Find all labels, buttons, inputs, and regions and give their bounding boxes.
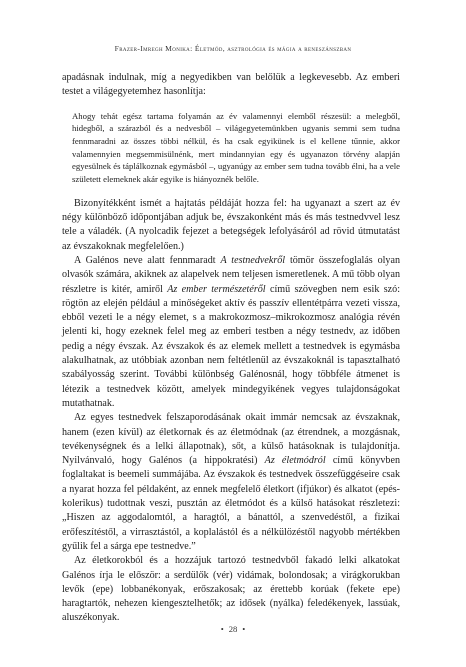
paragraph-4: Az életkorokból és a hozzájuk tartozó testnedvből fakadó lelki alkatokat Galénos írja le először: a serdülők (vér) vidámak, bolondosak; a virágkorukban levők (epe) lobbanékonyak, erőszakosak; az érettebb korúak (fekete epe) haragtartók, nehezen kiengesztelhetők; az idősek (nyálka) feledékenyek, lassúak, aluszékonyak. — [62, 555, 400, 624]
title-testnedvekrol: A testnedvekről — [220, 255, 286, 266]
paragraph-2-text-e: című szövegben nem esik szó: rögtön az elején például a minőségeket aktív és passzív ellentétpárra vezeti vissza, ebből vezeti le a négy elemet, s a makrokozmosz–mikrokozmosz analógia révén jelenti ki, hogy ezeknek felel meg az emberi testben a négy testnedv, az időben pedig a négy évszak. Az évszakok és az elemek mellett a testnedvek is egymásba alakulhatnak, az utóbbiak azonban nem feltétlenül az évszakoknál is tapasztalható szabályosság szerint. További különbség Galénosnál, hogy többféle átmenet is létezik a testnedvek között, amelyek mindegyikének vegyes tulajdonságokat mutathatnak. — [62, 283, 400, 409]
page-number — [0, 624, 466, 634]
title-ember-termeszeterol: Az ember természetéről — [167, 283, 266, 295]
paragraph-3 — [62, 411, 400, 554]
page-number-value: 28 — [228, 624, 238, 634]
paragraph-2-text-a: A Galénos neve alatt fennmaradt — [74, 255, 221, 266]
paragraph-2 — [62, 254, 400, 411]
title-eletmodrol: Az életmódról — [264, 455, 326, 467]
folio-dot-left: • — [220, 624, 224, 634]
paragraph-3-text-a: Az egyes testnedvek felszaporodásának okait immár nemcsak az évszaknak, hanem (ezen kívül) az életkornak és az életmódnak (az étrendnek, a mozgásnak, tevékenységnek és a lelki állapotnak), sőt, a külső hatásoknak is tulajdonítja. Nyilvánvaló, hogy Galénos (a hippokratési) — [62, 412, 400, 467]
paragraph-1: Bizonyítékként ismét a hajtatás példáját hozza fel: ha ugyanazt a szert az év négy különböző időpontjában adjuk be, évszakonként más és más testnedvvel lesz tele a váladék. (A nyolcadik fejezet a betegségek lefolyásáról ad rövid útmutatást az évszakoknak megfelelően.) — [62, 197, 400, 252]
intro-paragraph: apadásnak indulnak, míg a negyedikben van belőlük a legkevesebb. Az emberi testet a világegyetemhez hasonlítja: — [62, 72, 400, 98]
folio-dot-right: • — [242, 624, 246, 634]
main-text — [62, 71, 400, 626]
quote-text: Ahogy tehát egész tartama folyamán az év valamennyi elemből részesül: a melegből, hidegből, a szárazból és a nedvesből – világegyetemünkben ugyanis semmi sem tudna fennmaradni az összes többi nélkül, és ha csak egyikünek is el kellene tűnnie, akkor valamennyien megsemmisülnénk, mert mindannyian egy és ugyanazon törvény alapján egyesülnek és táplálkoznak egymásból –, ugyanúgy az ember sem tudna tovább élni, ha a vele született elemeknek akár egyike is hiányoznék belőle. — [72, 110, 400, 185]
block-quote — [72, 110, 400, 186]
paragraph-3-text-c: című könyvben foglaltakat is beemeli summájába. Az évszakok és testnedvek összefüggéseire csak a nyarat hozza fel példaként, az ennek megfelelő életkort (ifjúkor) és alkatot (epés-kolerikus) tudottnak veszi, pusztán az életmódot és a külső hatásokat részletezi: „Hiszen az aggodalomtól, a haragtól, a bánattól, a szenvedéstől, a fizikai erőfeszítéstől, a virrasztástól, a koplalástól és a nélkülözéstől nagyobb mértékben gyűlik fel a sárga epe testnedve.” — [62, 455, 400, 552]
running-head: Frazer-Imregh Monika: Életmód, asztrológia és mágia a reneszánszban — [114, 44, 352, 53]
paragraph-2-text-c: tömör összefoglalás olyan olvasók számára, akiknek az alapelvek nem teljesen ismeretlenek. A mű több olyan részletre is kitér, amiről — [62, 255, 401, 295]
